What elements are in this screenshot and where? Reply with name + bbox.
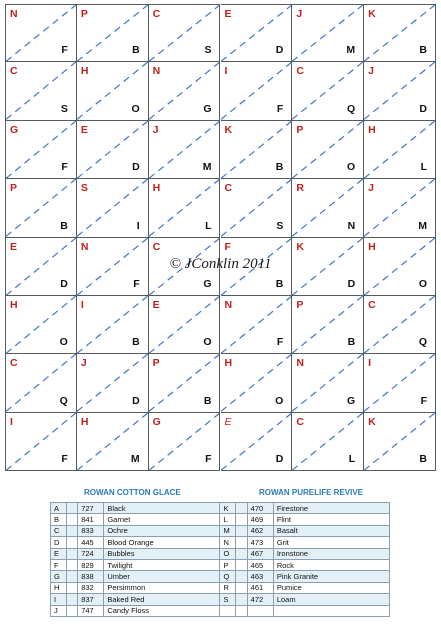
legend-shade-code: 473 [247, 537, 273, 548]
grid-cell [364, 179, 436, 237]
grid-cell [5, 121, 77, 179]
cell-bottom-letter: B [60, 219, 68, 232]
legend-shade-code: 727 [78, 503, 104, 514]
cell-bottom-letter: F [61, 453, 68, 465]
grid-cell [77, 62, 149, 120]
cell-top-letter: P [80, 8, 88, 20]
legend-shade-code: 724 [78, 548, 104, 559]
grid-cell [77, 354, 149, 412]
legend-shade-name: Ironstone [273, 548, 389, 559]
legend-row [51, 503, 390, 514]
grid-cell [77, 296, 149, 354]
legend-shade-name: Persimmon [104, 582, 220, 593]
cell-top-letter: E [224, 415, 232, 428]
cell-bottom-letter: S [60, 102, 68, 115]
legend-letter: D [51, 537, 67, 548]
legend-shade-name: Grit [273, 537, 389, 548]
legend-swatch-box [236, 525, 248, 536]
cell-top-letter: J [368, 65, 374, 78]
legend-letter: R [220, 582, 236, 593]
legend-swatch-box [236, 503, 248, 514]
cell-top-letter: J [152, 123, 159, 136]
cell-bottom-letter: D [347, 277, 356, 290]
cell-top-letter: J [368, 182, 374, 195]
legend-shade-code: 829 [78, 559, 104, 570]
legend-row [51, 571, 390, 582]
legend-shade-name: Garnet [104, 514, 220, 525]
cell-bottom-letter: O [59, 336, 68, 349]
cell-top-letter: E [224, 8, 232, 20]
legend-swatch-box [66, 503, 78, 514]
grid-cell [221, 296, 293, 354]
grid-cell [77, 121, 149, 179]
cell-top-letter: C [224, 182, 233, 195]
copyright-watermark: © JConklin 2011 [169, 256, 272, 272]
cell-top-letter: N [152, 65, 161, 78]
cell-bottom-letter: B [347, 336, 356, 349]
legend-swatch-box [66, 525, 78, 536]
cell-top-letter: C [152, 8, 161, 20]
cell-top-letter: H [224, 357, 233, 370]
legend-shade-name: Twilight [104, 559, 220, 570]
cell-top-letter: C [368, 298, 376, 311]
cell-bottom-letter: G [346, 394, 356, 407]
legend-letter: G [51, 571, 67, 582]
cell-top-letter: K [224, 123, 233, 136]
legend-shade-code: 462 [247, 525, 273, 536]
cell-top-letter: H [368, 123, 376, 136]
legend-letter [220, 605, 236, 616]
cell-bottom-letter: G [203, 102, 212, 115]
cell-bottom-letter: F [276, 336, 284, 349]
grid-cell [149, 179, 221, 237]
legend-shade-name: Basalt [273, 525, 389, 536]
legend-shade-name: Candy Floss [104, 605, 220, 616]
legend-shade-name: Loam [273, 594, 389, 605]
legend-shade-name: Bubbles [104, 548, 220, 559]
grid-cell [5, 413, 77, 471]
legend-row [51, 525, 390, 536]
legend-shade-code: 461 [247, 582, 273, 593]
cell-bottom-letter: D [419, 102, 427, 115]
cell-top-letter: I [80, 298, 84, 311]
legend-swatch-box [236, 559, 248, 570]
legend-shade-name: Umber [104, 571, 220, 582]
legend-row [51, 559, 390, 570]
cell-bottom-letter: F [133, 277, 140, 290]
grid-cell [149, 121, 221, 179]
cell-bottom-letter: D [60, 277, 68, 290]
grid-cell [364, 4, 436, 62]
cell-top-letter: C [296, 65, 304, 78]
legend-row [51, 594, 390, 605]
cell-bottom-letter: B [132, 44, 140, 57]
cell-top-letter: H [10, 298, 18, 311]
grid-cell [292, 4, 364, 62]
cell-bottom-letter: M [418, 219, 427, 232]
cell-bottom-letter: L [420, 161, 427, 174]
cell-top-letter: I [368, 357, 372, 370]
legend-shade-name: Black [104, 503, 220, 514]
cell-top-letter: E [152, 298, 160, 311]
cell-top-letter: J [296, 8, 303, 20]
legend-letter: H [51, 582, 67, 593]
legend-shade-code: 837 [78, 594, 104, 605]
cell-bottom-letter: O [203, 336, 212, 349]
legend-letter: I [51, 594, 67, 605]
cell-bottom-letter: F [205, 453, 212, 465]
grid-cell [364, 62, 436, 120]
grid-cell [221, 4, 293, 62]
cell-bottom-letter: Q [59, 394, 68, 407]
legend-shade-code: 833 [78, 525, 104, 536]
legend-shade-name: Rock [273, 559, 389, 570]
legend-letter: A [51, 503, 67, 514]
cell-top-letter: N [224, 298, 233, 311]
cell-bottom-letter: D [132, 394, 140, 407]
legend-shade-name: Blood Orange [104, 537, 220, 548]
cell-bottom-letter: L [348, 453, 356, 465]
legend-shade-name: Firestone [273, 503, 389, 514]
cell-top-letter: C [152, 240, 161, 253]
cell-top-letter: I [10, 415, 13, 428]
cell-top-letter: P [296, 123, 304, 136]
legend-swatch-box [66, 548, 78, 559]
cell-top-letter: C [296, 415, 304, 428]
legend-letter: Q [220, 571, 236, 582]
legend-shade-code: 838 [78, 571, 104, 582]
cell-bottom-letter: O [346, 161, 356, 174]
legend-shade-code: 445 [78, 537, 104, 548]
legend-letter: L [220, 514, 236, 525]
cell-bottom-letter: O [131, 102, 140, 115]
legend-row [51, 514, 390, 525]
cell-bottom-letter: S [204, 44, 212, 57]
cell-bottom-letter: B [203, 394, 212, 407]
cell-top-letter: H [80, 65, 89, 78]
cell-top-letter: N [10, 8, 18, 20]
legend-swatch-box [66, 605, 78, 616]
grid-cell [149, 296, 221, 354]
legend-letter: N [220, 537, 236, 548]
cell-bottom-letter: I [136, 219, 140, 232]
cell-bottom-letter: F [276, 102, 284, 115]
legend-swatch-box [236, 548, 248, 559]
legend-shade-code: 472 [247, 594, 273, 605]
legend-shade-name: Pink Granite [273, 571, 389, 582]
cell-top-letter: P [296, 298, 304, 311]
cell-top-letter: C [10, 357, 18, 370]
grid-cell [221, 121, 293, 179]
cell-top-letter: H [80, 415, 89, 428]
legend-shade-name [273, 605, 389, 616]
cell-bottom-letter: G [203, 277, 212, 290]
legend-right-title: ROWAN PURELIFE REVIVE [259, 488, 364, 497]
cell-bottom-letter: B [275, 277, 284, 290]
cell-bottom-letter: D [275, 453, 284, 465]
cell-bottom-letter: D [132, 161, 140, 174]
legend-left-title: ROWAN COTTON GLACE [84, 488, 181, 497]
grid-cell [292, 354, 364, 412]
legend-shade-name: Ochre [104, 525, 220, 536]
cell-bottom-letter: M [346, 44, 356, 57]
cell-bottom-letter: F [61, 161, 68, 174]
legend-shade-code: 467 [247, 548, 273, 559]
cell-top-letter: K [296, 240, 304, 253]
cell-bottom-letter: L [205, 219, 212, 232]
cell-bottom-letter: B [419, 44, 427, 57]
grid-cell [77, 4, 149, 62]
legend-letter: C [51, 525, 67, 536]
cell-top-letter: E [10, 240, 18, 253]
legend-letter: O [220, 548, 236, 559]
grid-cell [292, 296, 364, 354]
legend-swatch-box [236, 571, 248, 582]
cell-bottom-letter: M [202, 161, 212, 174]
cell-top-letter: H [152, 182, 161, 195]
grid-cell [149, 354, 221, 412]
cell-top-letter: R [296, 182, 304, 195]
grid-cell [5, 4, 77, 62]
grid-cell [364, 354, 436, 412]
cell-top-letter: F [224, 240, 231, 253]
legend-letter: S [220, 594, 236, 605]
cell-bottom-letter: D [275, 44, 284, 57]
legend-swatch-box [236, 514, 248, 525]
grid-cell [149, 413, 221, 471]
legend-shade-name: Flint [273, 514, 389, 525]
legend-swatch-box [236, 605, 248, 616]
legend-row [51, 605, 390, 616]
cell-bottom-letter: S [276, 219, 284, 232]
cell-top-letter: N [296, 357, 304, 370]
cell-bottom-letter: B [275, 161, 284, 174]
legend-shade-code: 470 [247, 503, 273, 514]
grid-cell [5, 296, 77, 354]
legend-swatch-box [66, 594, 78, 605]
grid-cell [77, 179, 149, 237]
cell-top-letter: G [152, 415, 161, 428]
grid-cell [221, 354, 293, 412]
cell-bottom-letter: Q [418, 336, 427, 349]
cell-top-letter: H [368, 240, 376, 253]
legend-swatch-box [236, 594, 248, 605]
legend-shade-code: 841 [78, 514, 104, 525]
cell-bottom-letter: B [419, 453, 427, 465]
grid-cell [292, 413, 364, 471]
grid-cell [77, 413, 149, 471]
cell-bottom-letter: O [418, 277, 427, 290]
legend-swatch-box [66, 582, 78, 593]
legend-shade-code: 463 [247, 571, 273, 582]
legend-swatch-box [66, 514, 78, 525]
cell-top-letter: N [80, 240, 89, 253]
grid-cell [5, 354, 77, 412]
cell-top-letter: C [10, 65, 18, 78]
legend-shade-code: 747 [78, 605, 104, 616]
cell-bottom-letter: O [275, 394, 284, 407]
grid-cell [221, 179, 293, 237]
grid-cell [149, 4, 221, 62]
cell-top-letter: K [368, 415, 376, 428]
legend-swatch-box [236, 582, 248, 593]
legend-swatch-box [66, 571, 78, 582]
cell-top-letter: S [80, 182, 88, 195]
legend-swatch-box [66, 537, 78, 548]
legend-letter: M [220, 525, 236, 536]
grid-cell [292, 179, 364, 237]
legend-letter: J [51, 605, 67, 616]
legend-shade-code: 832 [78, 582, 104, 593]
cell-bottom-letter: M [130, 453, 140, 465]
grid-cell [221, 413, 293, 471]
legend-row [51, 537, 390, 548]
cell-top-letter: E [80, 123, 88, 136]
cell-top-letter: J [80, 357, 87, 370]
grid-cell [292, 121, 364, 179]
cell-top-letter: P [10, 182, 18, 195]
cell-bottom-letter: Q [346, 102, 356, 115]
legend-letter: E [51, 548, 67, 559]
legend-shade-code: 469 [247, 514, 273, 525]
grid-cell [364, 296, 436, 354]
legend-shade-name: Pumice [273, 582, 389, 593]
legend-letter: K [220, 503, 236, 514]
grid-cell [149, 62, 221, 120]
legend-row [51, 548, 390, 559]
quilt-chart-grid [5, 4, 436, 471]
cell-top-letter: G [10, 123, 19, 136]
grid-cell [292, 62, 364, 120]
cell-top-letter: K [368, 8, 376, 20]
legend-swatch-box [66, 559, 78, 570]
cell-bottom-letter: F [420, 394, 427, 407]
cell-bottom-letter: B [132, 336, 140, 349]
legend-letter: P [220, 559, 236, 570]
cell-top-letter: P [152, 357, 160, 370]
legend-shade-code: 465 [247, 559, 273, 570]
legend-table [50, 502, 390, 617]
cell-bottom-letter: N [347, 219, 356, 232]
grid-cell [221, 62, 293, 120]
legend-letter: B [51, 514, 67, 525]
legend-swatch-box [236, 537, 248, 548]
grid-cell [5, 62, 77, 120]
legend-row [51, 582, 390, 593]
legend-letter: F [51, 559, 67, 570]
grid-cell [5, 179, 77, 237]
grid-cell [364, 413, 436, 471]
grid-cell [364, 121, 436, 179]
cell-top-letter: I [224, 65, 228, 78]
legend-shade-name: Baked Red [104, 594, 220, 605]
cell-bottom-letter: F [61, 44, 68, 57]
legend-shade-code [247, 605, 273, 616]
